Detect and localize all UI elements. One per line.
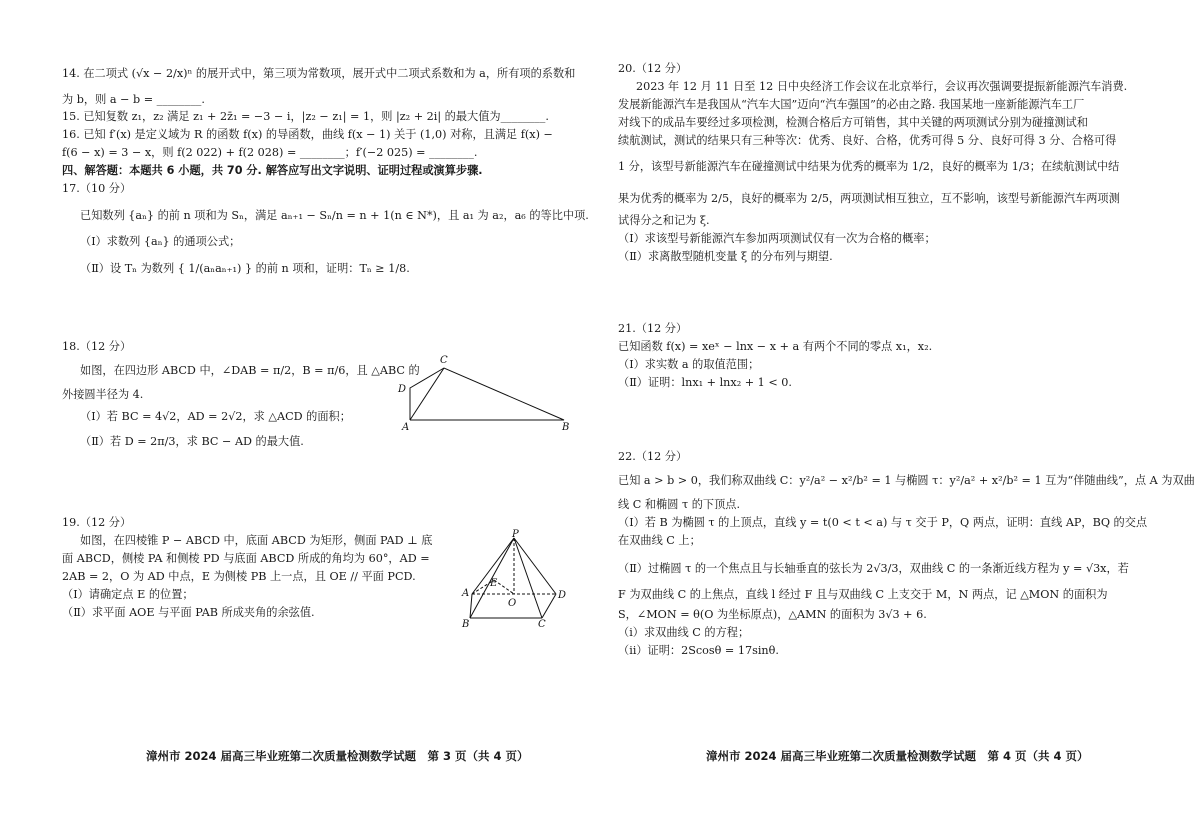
q18-line2: 外接圆半径为 4. [62, 388, 144, 401]
q22-title: 22.（12 分） [618, 450, 688, 463]
q21-line1: 已知函数 f(x) = xeˣ − lnx − x + a 有两个不同的零点 x₁，x₂. [618, 340, 933, 353]
q19-line1: 如图，在四棱锥 P − ABCD 中，底面 ABCD 为矩形，侧面 PAD ⊥ 底 [80, 534, 433, 547]
q15: 15. 已知复数 z₁，z₂ 满足 z₁ + 2z̄₁ = −3 − i，|z₂ − z₁| = 1，则 |z₂ + 2i| 的最大值为________. [62, 110, 549, 123]
q21-part1: （Ⅰ）求实数 a 的取值范围； [618, 358, 760, 371]
q19-label-p: P [512, 529, 519, 540]
q19-edge-cd [542, 594, 556, 618]
section-heading: 四、解答题：本题共 6 小题，共 70 分. 解答应写出文字说明、证明过程或演算步骤. [62, 164, 483, 177]
q19-part2: （Ⅱ）求平面 AOE 与平面 PAB 所成夹角的余弦值. [62, 606, 315, 619]
q19-label-o: O [508, 598, 517, 609]
q18-figure [394, 352, 574, 432]
q19-label-e: E [490, 578, 498, 589]
q22-part1-line2: 在双曲线 C 上； [618, 534, 701, 547]
q19-label-b: B [462, 619, 470, 628]
q16-line1: 16. 已知 f′(x) 是定义域为 R 的函数 f(x) 的导函数，曲线 f(x − 1) 关于 (1,0) 对称，且满足 f(x) − [62, 128, 553, 141]
q18-title: 18.（12 分） [62, 340, 132, 353]
q18-label-c: C [440, 355, 448, 366]
q20-line5: 1 分，该型号新能源汽车在碰撞测试中结果为优秀的概率为 1/2，良好的概率为 1/3；在续航测试中结 [618, 160, 1120, 173]
q22-part1-line1: （Ⅰ）若 B 为椭圆 τ 的上顶点，直线 y = t(0 < t < a) 与 τ 交于 P，Q 两点，证明：直线 AP，BQ 的交点 [618, 516, 1148, 529]
q17-part2: （Ⅱ）设 Tₙ 为数列 { 1/(aₙaₙ₊₁) } 的前 n 项和，证明：Tₙ ≥ 1/8. [80, 262, 410, 275]
q20-part1: （Ⅰ）求该型号新能源汽车参加两项测试仅有一次为合格的概率； [618, 232, 936, 245]
q18-label-d: D [398, 384, 407, 395]
q22-part2-line1: （Ⅱ）过椭圆 τ 的一个焦点且与长轴垂直的弦长为 2√3/3，双曲线 C 的一条渐近线方程为 y = √3x，若 [618, 562, 1129, 575]
q14-line2: 为 b，则 a − b = ________. [62, 93, 205, 106]
q19-line3: 2AB = 2，O 为 AD 中点，E 为侧棱 PB 上一点，且 OE // 平面 PCD. [62, 570, 416, 583]
q19-title: 19.（12 分） [62, 516, 132, 529]
q20-part2: （Ⅱ）求离散型随机变量 ξ 的分布列与期望. [618, 250, 833, 263]
q18-part2: （Ⅱ）若 D = 2π/3，求 BC − AD 的最大值. [80, 435, 304, 448]
q16-line2: f(6 − x) = 3 − x，则 f(2 022) + f(2 028) = ________；f′(−2 025) = ________. [62, 146, 478, 159]
q17-line1: 已知数列 {aₙ} 的前 n 项和为 Sₙ，满足 aₙ₊₁ − Sₙ/n = n + 1(n ∈ N*)，且 a₁ 为 a₂，a₆ 的等比中项. [80, 209, 589, 222]
q19-label-a: A [462, 588, 470, 599]
q20-line6: 果为优秀的概率为 2/5，良好的概率为 2/5，两项测试相互独立，互不影响，该型号新能源汽车两项测 [618, 192, 1120, 205]
q17-part1: （Ⅰ）求数列 {aₙ} 的通项公式； [80, 235, 241, 248]
q18-line1: 如图，在四边形 ABCD 中，∠DAB = π/2，B = π/6，且 △ABC 的 [80, 364, 420, 377]
left-footer: 漳州市 2024 届高三毕业班第二次质量检测数学试题 第 3 页（共 4 页） [146, 749, 529, 763]
q20-line4: 续航测试，测试的结果只有三种等次：优秀、良好、合格，优秀可得 5 分、良好可得 3 分、合格可得 [618, 134, 1117, 147]
q22-part2-line2: F 为双曲线 C 的上焦点，直线 l 经过 F 且与双曲线 C 上支交于 M，N 两点，记 △MON 的面积为 [618, 588, 1108, 601]
q20-line3: 对线下的成品车要经过多项检测，检测合格后方可销售，其中关键的两项测试分别为碰撞测试和 [618, 116, 1088, 129]
q21-title: 21.（12 分） [618, 322, 688, 335]
q18-label-b: B [562, 422, 570, 432]
q14-line1: 14. 在二项式 (√x − 2/x)ⁿ 的展开式中，第三项为常数项，展开式中二项式系数和为 a，所有项的系数和 [62, 67, 576, 80]
q18-quadrilateral [410, 368, 564, 420]
q22-line1: 已知 a > b > 0，我们称双曲线 C：y²/a² − x²/b² = 1 与椭圆 τ：y²/a² + x²/b² = 1 互为“伴随曲线”，点 A 为双曲 [618, 474, 1195, 487]
q19-edge-pc [514, 538, 542, 618]
q19-edge-pd [514, 538, 556, 594]
q22-sub1: （ⅰ）求双曲线 C 的方程； [618, 626, 750, 639]
q18-label-a: A [402, 422, 410, 432]
q19-label-c: C [538, 619, 546, 628]
q19-label-d: D [558, 590, 567, 601]
q20-title: 20.（12 分） [618, 62, 688, 75]
q20-line1: 2023 年 12 月 11 日至 12 日中央经济工作会议在北京举行，会议再次强调要提振新能源汽车消费. [636, 80, 1128, 93]
q21-part2: （Ⅱ）证明：lnx₁ + lnx₂ + 1 < 0. [618, 376, 792, 389]
q20-line7: 试得分之和记为 ξ. [618, 214, 710, 227]
q19-figure [456, 528, 574, 628]
q17-title: 17.（10 分） [62, 182, 132, 195]
q19-part1: （Ⅰ）请确定点 E 的位置； [62, 588, 194, 601]
q22-part2-line3: S，∠MON = θ(O 为坐标原点)，△AMN 的面积为 3√3 + 6. [618, 608, 927, 621]
q22-sub2: （ⅱ）证明：2Scosθ = 17sinθ. [618, 644, 779, 657]
q20-line2: 发展新能源汽车是我国从“汽车大国”迈向“汽车强国”的必由之路. 我国某地一座新能源汽车工厂 [618, 98, 1085, 111]
q19-line2: 面 ABCD，侧棱 PA 和侧棱 PD 与底面 ABCD 所成的角均为 60°，AD = [62, 552, 430, 565]
q18-part1: （Ⅰ）若 BC = 4√2，AD = 2√2，求 △ACD 的面积； [80, 410, 351, 423]
q18-diagonal-ac [410, 368, 444, 420]
q22-line2: 线 C 和椭圆 τ 的下顶点. [618, 498, 741, 511]
right-footer: 漳州市 2024 届高三毕业班第二次质量检测数学试题 第 4 页（共 4 页） [706, 749, 1089, 763]
